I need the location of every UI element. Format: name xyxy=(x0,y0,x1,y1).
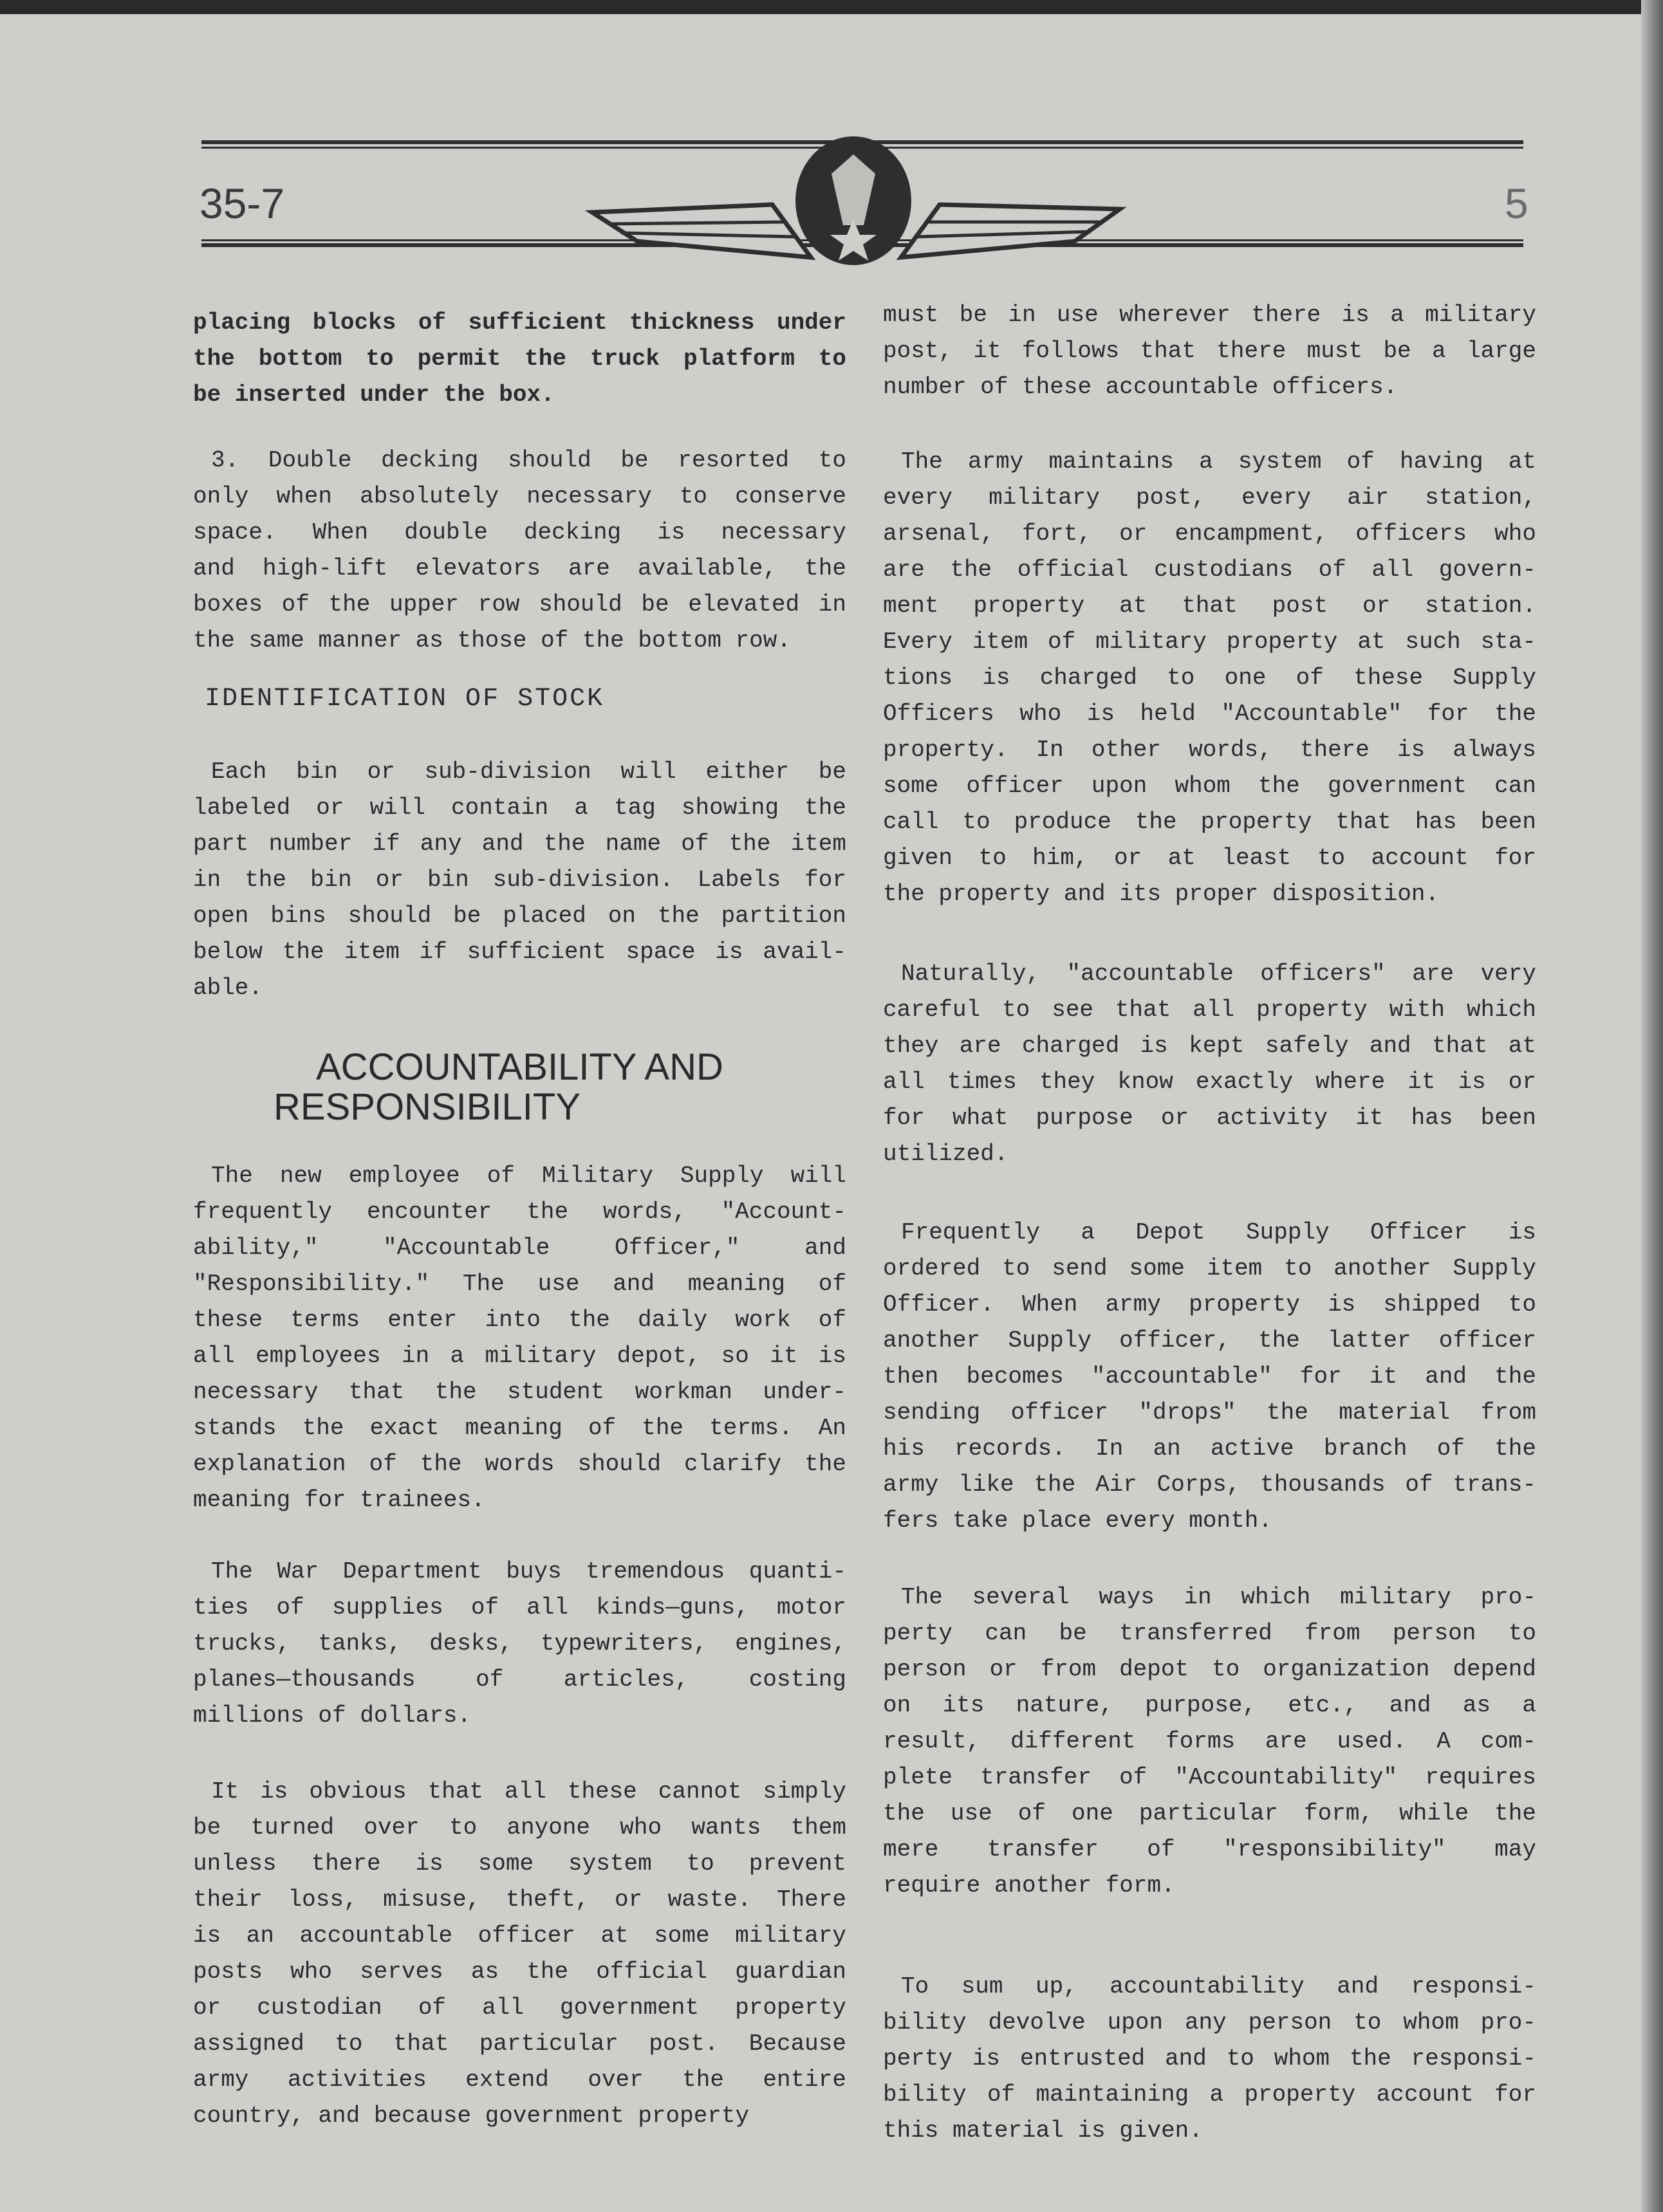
text-line: meaning for trainees. xyxy=(193,1487,485,1513)
text-line: ment property at that post or station. xyxy=(883,593,1536,619)
text-line: plete transfer of "Accountability" requires xyxy=(883,1764,1536,1791)
text-line: able. xyxy=(193,975,263,1001)
text-line: Officer. When army property is shipped to xyxy=(883,1291,1536,1318)
text-line: frequently encounter the words, "Account- xyxy=(193,1199,846,1225)
text-line: mere transfer of "responsibility" may xyxy=(883,1836,1536,1863)
text-line: The several ways in which military pro- xyxy=(901,1584,1536,1610)
paragraph xyxy=(193,305,846,413)
text-line: Each bin or sub-division will either be xyxy=(211,759,846,785)
text-line: part number if any and the name of the item xyxy=(193,831,846,857)
text-line: given to him, or at least to account for xyxy=(883,845,1536,871)
text-line: another Supply officer, the latter officer xyxy=(883,1327,1536,1354)
text-line: the bottom to permit the truck platform to xyxy=(193,346,846,372)
paragraph xyxy=(193,754,846,1006)
section-heading-identification-of-stock: IDENTIFICATION OF STOCK xyxy=(205,685,605,714)
text-line: careful to see that all property with which xyxy=(883,997,1536,1023)
text-line: country, and because government property xyxy=(193,2103,750,2129)
paragraph xyxy=(883,1969,1536,2149)
text-line: unless there is some system to prevent xyxy=(193,1850,846,1877)
text-line: all times they know exactly where it is or xyxy=(883,1069,1536,1095)
paragraph xyxy=(193,1554,846,1734)
text-line: "Responsibility." The use and meaning of xyxy=(193,1271,846,1297)
text-line: on its nature, purpose, etc., and as a xyxy=(883,1692,1536,1719)
text-line: ordered to send some item to another Supply xyxy=(883,1255,1536,1282)
text-line: army like the Air Corps, thousands of trans- xyxy=(883,1471,1536,1498)
text-line: arsenal, fort, or encampment, officers who xyxy=(883,521,1536,547)
text-line: these terms enter into the daily work of xyxy=(193,1307,846,1333)
text-line: the property and its proper disposition. xyxy=(883,881,1440,907)
text-line: the use of one particular form, while the xyxy=(883,1800,1536,1827)
text-line: call to produce the property that has been xyxy=(883,809,1536,835)
text-line: perty can be transferred from person to xyxy=(883,1620,1536,1646)
text-line: be turned over to anyone who wants them xyxy=(193,1814,846,1841)
text-line: open bins should be placed on the partition xyxy=(193,903,846,929)
text-line: bility of maintaining a property account for xyxy=(883,2081,1536,2108)
text-line: 3. Double decking should be resorted to xyxy=(211,447,846,474)
text-line: below the item if sufficient space is avail- xyxy=(193,939,846,965)
paragraph xyxy=(883,1215,1536,1539)
text-line: must be in use wherever there is a military xyxy=(883,302,1536,328)
text-line: ties of supplies of all kinds—guns, motor xyxy=(193,1594,846,1621)
paragraph xyxy=(883,956,1536,1172)
text-line: To sum up, accountability and responsi- xyxy=(901,1973,1536,2000)
text-line: Frequently a Depot Supply Officer is xyxy=(901,1219,1536,1246)
text-line: number of these accountable officers. xyxy=(883,374,1398,400)
paragraph xyxy=(193,1774,846,2134)
text-line: bility devolve upon any person to whom pro- xyxy=(883,2009,1536,2036)
text-line: army activities extend over the entire xyxy=(193,2067,846,2093)
text-line: The army maintains a system of having at xyxy=(901,448,1536,475)
text-line: then becomes "accountable" for it and the xyxy=(883,1363,1536,1390)
text-line: planes—thousands of articles, costing xyxy=(193,1666,846,1693)
text-line: space. When double decking is necessary xyxy=(193,519,846,546)
text-line: his records. In an active branch of the xyxy=(883,1435,1536,1462)
text-line: necessary that the student workman under- xyxy=(193,1379,846,1405)
paragraph xyxy=(193,1158,846,1518)
paragraph xyxy=(193,443,846,659)
text-line: property. In other words, there is always xyxy=(883,737,1536,763)
text-line: posts who serves as the official guardian xyxy=(193,1959,846,1985)
text-line: Officers who is held "Accountable" for the xyxy=(883,701,1536,727)
text-line: perty is entrusted and to whom the responsi- xyxy=(883,2045,1536,2072)
text-line: ability," "Accountable Officer," and xyxy=(193,1235,846,1261)
document-number: 35-7 xyxy=(200,180,285,227)
text-line: assigned to that particular post. Because xyxy=(193,2031,846,2057)
text-line: they are charged is kept safely and that at xyxy=(883,1033,1536,1059)
text-line: require another form. xyxy=(883,1872,1175,1899)
text-line: tions is charged to one of these Supply xyxy=(883,665,1536,691)
text-line: millions of dollars. xyxy=(193,1702,472,1729)
text-line: all employees in a military depot, so it is xyxy=(193,1343,846,1369)
text-line: boxes of the upper row should be elevated in xyxy=(193,591,846,618)
text-line: person or from depot to organization depend xyxy=(883,1656,1536,1682)
text-line: is an accountable officer at some military xyxy=(193,1922,846,1949)
text-line: this material is given. xyxy=(883,2117,1203,2144)
text-line: explanation of the words should clarify the xyxy=(193,1451,846,1477)
section-heading-accountability-line2 xyxy=(193,1087,846,1127)
text-line: and high-lift elevators are available, the xyxy=(193,555,846,582)
heading-text: RESPONSIBILITY xyxy=(274,1086,581,1128)
text-line: post, it follows that there must be a large xyxy=(883,338,1536,364)
text-line: some officer upon whom the government can xyxy=(883,773,1536,799)
text-line: fers take place every month. xyxy=(883,1507,1272,1534)
text-line: It is obvious that all these cannot simply xyxy=(211,1778,846,1805)
text-line: only when absolutely necessary to conserve xyxy=(193,483,846,510)
text-line: utilized. xyxy=(883,1141,1008,1167)
page-number: 5 xyxy=(1505,180,1528,227)
text-line: placing blocks of sufficient thickness under xyxy=(193,309,846,336)
text-line: result, different forms are used. A com- xyxy=(883,1728,1536,1755)
air-corps-emblem-icon xyxy=(579,129,1133,283)
paragraph xyxy=(883,1580,1536,1904)
text-line: in the bin or bin sub-division. Labels for xyxy=(193,867,846,893)
text-line: The new employee of Military Supply will xyxy=(211,1163,846,1189)
text-line: Every item of military property at such sta- xyxy=(883,629,1536,655)
paragraph xyxy=(883,444,1536,912)
text-line: every military post, every air station, xyxy=(883,484,1536,511)
scan-right-edge xyxy=(1641,0,1663,2212)
text-line: their loss, misuse, theft, or waste. There xyxy=(193,1886,846,1913)
text-line: be inserted under the box. xyxy=(193,382,555,408)
section-heading-accountability-line1: ACCOUNTABILITY AND xyxy=(316,1046,723,1088)
scan-top-edge xyxy=(0,0,1663,14)
text-line: Naturally, "accountable officers" are very xyxy=(901,961,1536,987)
text-line: sending officer "drops" the material from xyxy=(883,1399,1536,1426)
text-line: stands the exact meaning of the terms. An xyxy=(193,1415,846,1441)
text-line: labeled or will contain a tag showing the xyxy=(193,795,846,821)
text-line: or custodian of all government property xyxy=(193,1995,846,2021)
text-line: are the official custodians of all govern- xyxy=(883,557,1536,583)
text-line: trucks, tanks, desks, typewriters, engines, xyxy=(193,1630,846,1657)
paragraph xyxy=(883,297,1536,405)
text-line: for what purpose or activity it has been xyxy=(883,1105,1536,1131)
text-line: The War Department buys tremendous quanti- xyxy=(211,1558,846,1585)
text-line: the same manner as those of the bottom row. xyxy=(193,627,791,654)
